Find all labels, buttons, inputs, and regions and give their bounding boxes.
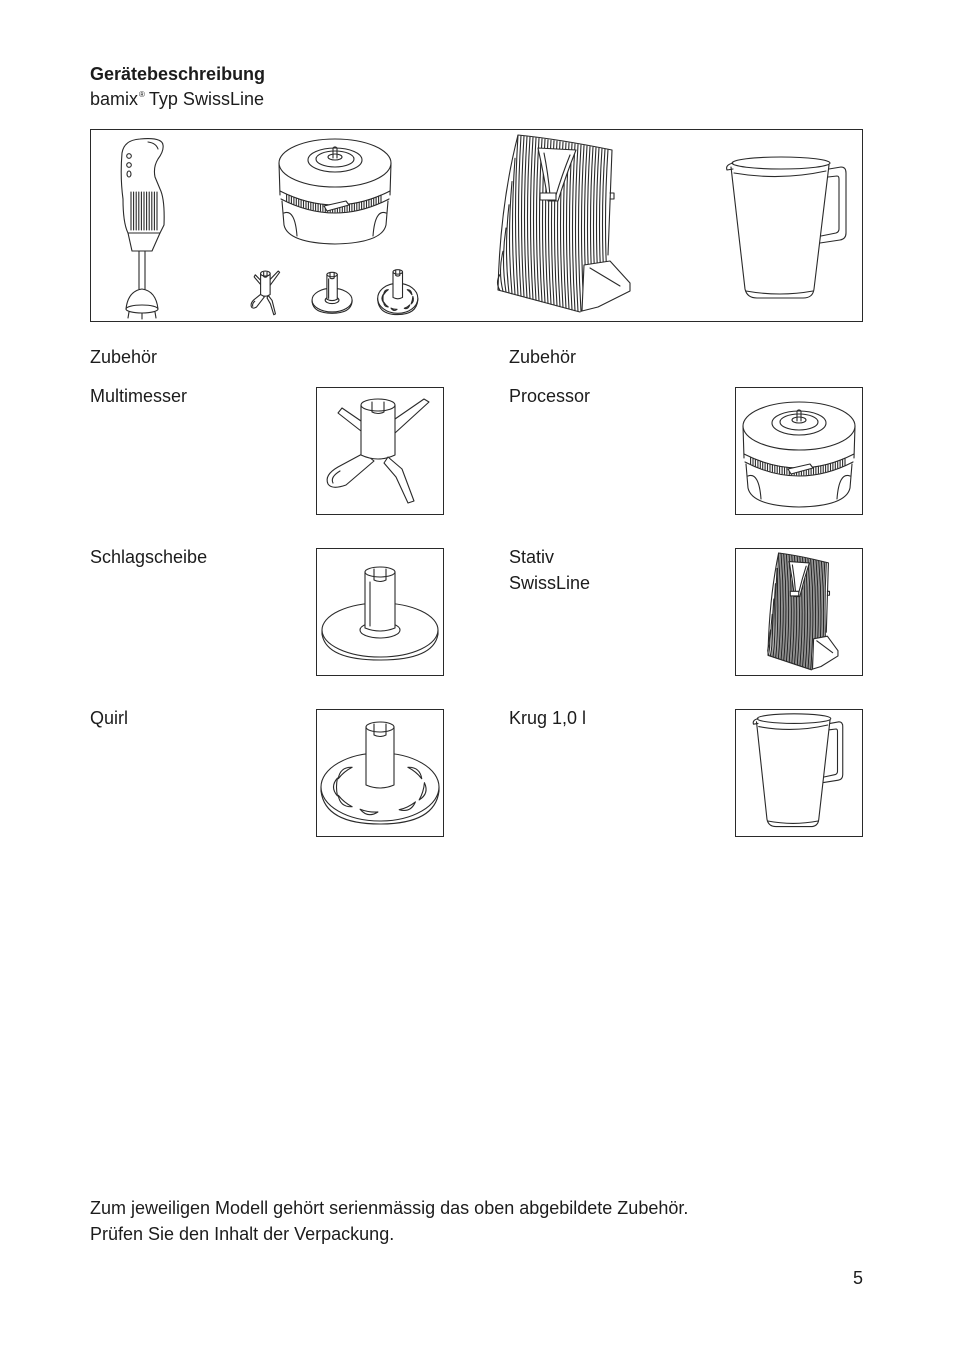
page-number: 5 bbox=[852, 1268, 863, 1288]
accessories-heading-right: Zubehör bbox=[509, 347, 577, 367]
processor-blade bbox=[788, 464, 813, 474]
accessory-image-processor bbox=[735, 387, 863, 515]
jug-rim bbox=[732, 157, 830, 169]
multimesser-icon bbox=[251, 271, 280, 315]
jug-rim bbox=[757, 714, 831, 724]
accessory-label-krug: Krug 1,0 l bbox=[509, 708, 587, 728]
bell-feet bbox=[128, 312, 156, 319]
accessory-image-krug bbox=[735, 709, 863, 837]
accessory-label-quirl: Quirl bbox=[90, 708, 129, 728]
quirl-icon bbox=[321, 722, 439, 824]
blade-upper-left bbox=[338, 408, 361, 431]
blade-lower-right bbox=[267, 295, 275, 314]
hub-top bbox=[261, 271, 271, 276]
hub-top bbox=[327, 272, 337, 276]
accessory-image-schlagscheibe bbox=[316, 548, 444, 676]
stand-foot bbox=[582, 261, 630, 311]
multimesser-figure bbox=[317, 388, 443, 514]
model-subtitle bbox=[90, 88, 264, 114]
stand-slat bbox=[573, 144, 576, 311]
hub-top bbox=[361, 399, 395, 411]
processor-icon bbox=[743, 402, 855, 507]
processor-blade bbox=[324, 201, 349, 211]
base-cutout bbox=[284, 212, 386, 236]
stand-slat bbox=[510, 182, 513, 294]
model-name: Typ SwissLine bbox=[148, 89, 264, 109]
blade-lower-right bbox=[384, 457, 414, 503]
stand-slat bbox=[516, 135, 519, 295]
stand-slat bbox=[579, 145, 582, 311]
footer-line-1: Zum jeweiligen Modell gehört serienmässig das oben abgebildete Zubehör. bbox=[90, 1198, 689, 1218]
accessory-label-stativ bbox=[509, 544, 590, 596]
hub-top bbox=[393, 270, 403, 274]
bell-rim bbox=[126, 305, 158, 313]
stand-slat bbox=[504, 228, 507, 292]
hub-top bbox=[365, 567, 395, 577]
stand-icon bbox=[498, 135, 631, 312]
footer-line-2: Prüfen Sie den Inhalt der Verpackung. bbox=[90, 1224, 395, 1244]
stand-slat bbox=[522, 136, 525, 297]
holder-clip bbox=[790, 591, 798, 596]
footer-note bbox=[90, 1195, 688, 1247]
accessory-label-schlagscheibe: Schlagscheibe bbox=[90, 547, 208, 567]
schlagscheibe-icon bbox=[322, 567, 438, 660]
beater-slot bbox=[382, 294, 383, 302]
stand-slat bbox=[570, 144, 573, 310]
jug-icon bbox=[727, 157, 846, 298]
registered-mark: ® bbox=[139, 90, 145, 99]
schlagscheibe-figure bbox=[317, 549, 443, 675]
stand-slat bbox=[576, 145, 579, 312]
stand-slat bbox=[537, 138, 540, 301]
jug-icon bbox=[753, 714, 843, 827]
stand-figure bbox=[736, 549, 862, 675]
blade-lower-left bbox=[327, 453, 374, 487]
lid-outline bbox=[743, 402, 855, 450]
section-title: Gerätebeschreibung bbox=[90, 64, 266, 84]
overview-figure-box bbox=[90, 129, 863, 322]
stand-slat bbox=[525, 136, 528, 297]
schlagscheibe-icon bbox=[312, 272, 352, 313]
stand-slat bbox=[528, 137, 531, 299]
blade-upper-left bbox=[254, 275, 260, 285]
accessory-label-processor: Processor bbox=[509, 386, 591, 406]
stativ-label-line1: Stativ bbox=[509, 547, 555, 567]
grip-contour bbox=[148, 142, 158, 149]
overview-figure bbox=[91, 130, 862, 321]
stand-slat bbox=[519, 136, 522, 297]
hand-blender-icon bbox=[121, 139, 164, 319]
blender-shaft bbox=[139, 251, 145, 289]
blade-upper-right bbox=[270, 271, 280, 285]
holder-clip bbox=[540, 193, 556, 200]
power-button bbox=[127, 154, 132, 159]
stand-slat bbox=[531, 137, 534, 299]
turbo-button bbox=[127, 163, 132, 168]
accessories-heading-left: Zubehör bbox=[90, 347, 158, 367]
brand-name: bamix bbox=[90, 89, 139, 109]
blade-upper-right bbox=[395, 399, 429, 433]
jug-body bbox=[731, 165, 829, 298]
processor-figure bbox=[736, 388, 862, 514]
lid-outline bbox=[279, 139, 391, 187]
jug-figure bbox=[736, 710, 862, 836]
speed-switch bbox=[127, 171, 131, 177]
processor-icon bbox=[279, 139, 391, 244]
accessory-image-quirl bbox=[316, 709, 444, 837]
stativ-label-line2: SwissLine bbox=[509, 573, 591, 593]
motor-neck bbox=[128, 233, 160, 251]
jug-body bbox=[757, 720, 831, 826]
stand-slat bbox=[501, 251, 504, 291]
accessory-label-multimesser: Multimesser bbox=[90, 386, 188, 406]
multimesser-icon bbox=[327, 399, 429, 503]
blender-grip bbox=[121, 139, 164, 233]
base-cutout bbox=[748, 475, 850, 499]
stand-slat bbox=[534, 138, 537, 300]
stand-slat bbox=[513, 158, 516, 294]
quirl-figure bbox=[317, 710, 443, 836]
quirl-icon bbox=[378, 270, 418, 315]
accessory-image-stativ bbox=[735, 548, 863, 676]
stand-icon bbox=[768, 553, 838, 670]
hub-top bbox=[366, 722, 394, 732]
stand-slat bbox=[507, 205, 510, 293]
accessory-image-multimesser bbox=[316, 387, 444, 515]
